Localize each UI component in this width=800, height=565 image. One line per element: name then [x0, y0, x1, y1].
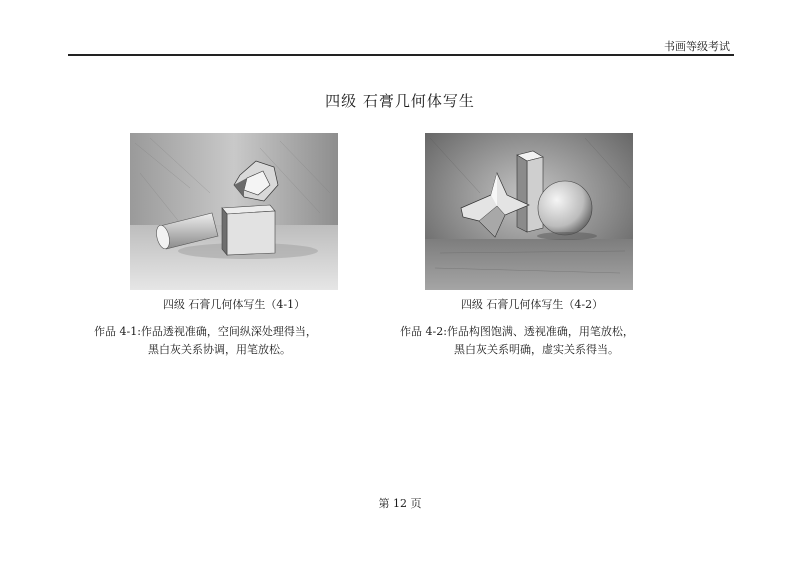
work-comment-2 — [400, 323, 634, 359]
figure-caption-1: 四级 石膏几何体写生（4-1） — [162, 298, 306, 311]
work-comment-line: 黑白灰关系明确，虚实关系得当。 — [454, 343, 619, 356]
sketch-image-1 — [130, 133, 338, 290]
header-rule — [68, 54, 734, 56]
work-comment-1 — [94, 323, 317, 359]
page-title: 四级 石膏几何体写生 — [325, 92, 475, 110]
work-label-2: 作品 4-2: — [400, 325, 447, 338]
figure-caption-2: 四级 石膏几何体写生（4-2） — [460, 298, 604, 311]
work-comment-line: 黑白灰关系协调，用笔放松。 — [148, 343, 291, 356]
work-comment-line: 作品透视准确，空间纵深处理得当， — [140, 325, 317, 338]
work-comment-line: 作品构图饱满、透视准确，用笔放松， — [446, 325, 634, 338]
sketch-image-2 — [425, 133, 633, 290]
work-label-1: 作品 4-1: — [94, 325, 141, 338]
page-number: 第 12 页 — [378, 497, 422, 510]
header-label: 书画等级考试 — [664, 40, 730, 53]
